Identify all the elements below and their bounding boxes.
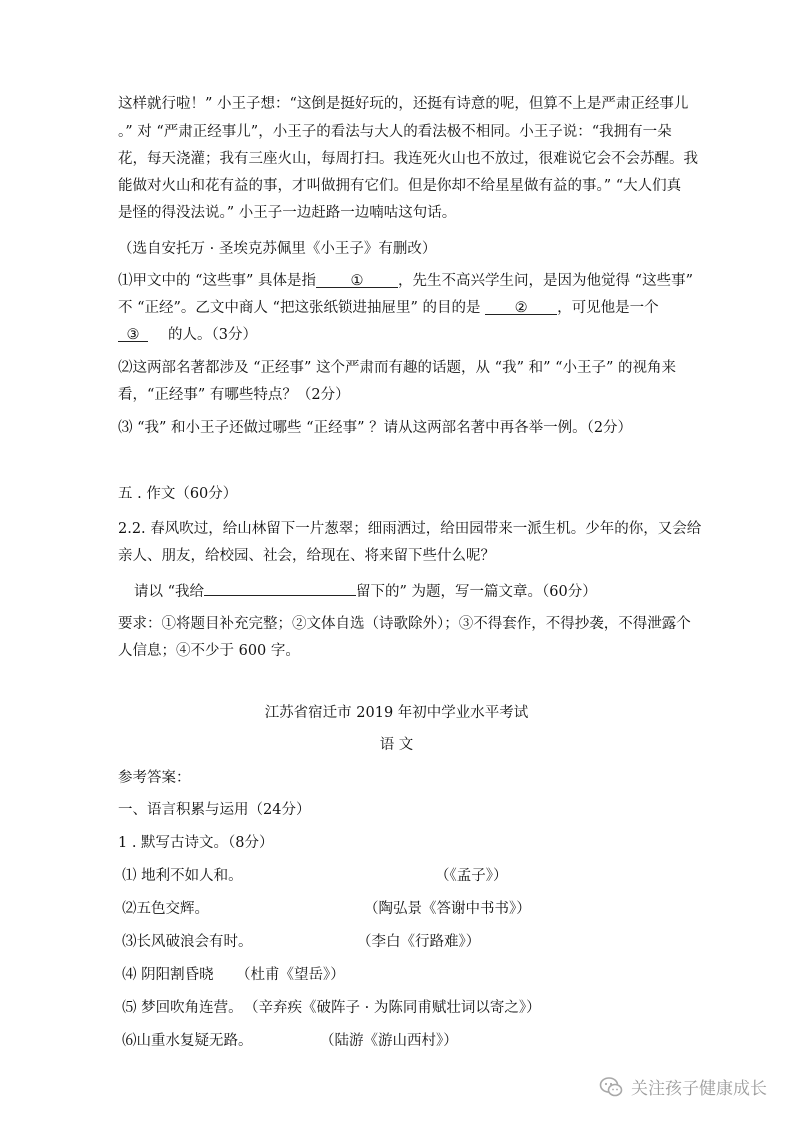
answer-source: （杜甫《望岳》） — [236, 967, 345, 983]
answer-source: （《孟子》） — [435, 868, 508, 884]
answer-blank-1[interactable]: ① — [316, 271, 398, 288]
passage-line: 花，每天浇灌；我有三座火山，每周打扫。我连死火山也不放过，很难说它会不会苏醒。我 — [118, 151, 698, 167]
answer-line: ⑴ 地利不如人和。 — [122, 868, 243, 884]
exam-title: 江苏省宿迁市 2019 年初中学业水平考试 — [264, 705, 529, 721]
watermark-text: 关注孩子健康成长 — [631, 1079, 767, 1099]
answers-label: 参考答案： — [118, 770, 191, 786]
question-1-line-2 — [118, 298, 659, 318]
item-heading: 1 . 默写古诗文。（8分） — [118, 835, 274, 851]
question-1-text: 的人。（3分） — [168, 327, 257, 343]
answer-source: （辛弃疾《破阵子 · 为陈同甫赋壮词以寄之》） — [244, 1000, 541, 1016]
passage-line: 能做对火山和花有益的事，才叫做拥有它们。但是你却不给星星做有益的事。” “大人们真 — [118, 178, 682, 194]
essay-prompt-line: 2.2. 春风吹过，给山林留下一片葱翠；细雨洒过，给田园带来一派生机。少年的你，又会给 — [118, 521, 702, 537]
requirements-line: 要求：①将题目补充完整；②文体自选（诗歌除外）；③不得套作，不得抄袭，不得泄露个 — [118, 616, 691, 632]
question-1-text: ，先生不高兴学生问，是因为他觉得 “这些事” — [398, 273, 693, 289]
essay-title-line — [134, 579, 597, 602]
answer-line: ⑶长风破浪会有时。 — [122, 934, 253, 950]
question-2-line: ⑵这两部名著都涉及 “正经事” 这个严肃而有趣的话题，从 “我” 和” “小王子” 的视角来 — [118, 360, 677, 376]
answer-source: （陶弘景《答谢中书书》） — [364, 901, 531, 917]
passage-line: 。” 对 “严肃正经事儿”，小王子的看法与大人的看法极不相同。小王子说：“我拥有一朵 — [118, 124, 672, 140]
question-1-line-3 — [118, 325, 257, 345]
question-1-text: ⑴甲文中的 “这些事” 具体是指 — [118, 273, 317, 289]
essay-title-text: 请以 “我给 — [134, 584, 205, 600]
question-2-line: 看，“正经事” 有哪些特点？（2分） — [118, 387, 350, 403]
answer-blank-3[interactable]: ③ — [118, 325, 148, 342]
passage-line: 这样就行啦！” 小王子想：“这倒是挺好玩的，还挺有诗意的呢，但算不上是严肃正经事儿 — [118, 96, 689, 112]
answer-line: ⑷ 阴阳割昏晓 — [122, 967, 214, 983]
essay-title-blank[interactable] — [204, 579, 356, 596]
subject-title: 语 文 — [379, 737, 414, 753]
question-3: ⑶ “我” 和小王子还做过哪些 “正经事” ？请从这两部名著中再各举一例。（2分） — [118, 420, 633, 436]
answer-source: （陆游《游山西村》） — [320, 1033, 458, 1049]
section-heading: 五 . 作文（60分） — [118, 486, 238, 502]
answer-line: ⑹山重水复疑无路。 — [122, 1033, 253, 1049]
answer-line: ⑸ 梦回吹角连营。 — [122, 1000, 243, 1016]
question-1-text: 不 “正经”。乙文中商人 “把这张纸锁进抽屉里” 的目的是 — [118, 300, 481, 316]
wechat-icon — [599, 1076, 623, 1098]
essay-prompt-line: 亲人、朋友，给校园、社会，给现在、将来留下些什么呢？ — [118, 548, 495, 564]
source-note: （选自安托万 · 圣埃克苏佩里《小王子》有删改） — [118, 241, 437, 257]
passage-line: 是怪的得没法说。” 小王子一边赶路一边喃咕这句话。 — [118, 205, 457, 221]
question-1-text: ，可见他是一个 — [557, 300, 659, 316]
watermark — [599, 1074, 767, 1099]
question-1-line-1 — [118, 271, 693, 291]
part-heading: 一、语言积累与运用（24分） — [118, 802, 311, 818]
answer-source: （李白《行路难》） — [357, 934, 481, 950]
requirements-line: 人信息；④不少于 600 字。 — [118, 643, 300, 659]
essay-title-text: 留下的” 为题，写一篇文章。（60分） — [356, 584, 597, 600]
answer-blank-2[interactable]: ② — [485, 298, 557, 315]
answer-line: ⑵五色交辉。 — [122, 901, 209, 917]
